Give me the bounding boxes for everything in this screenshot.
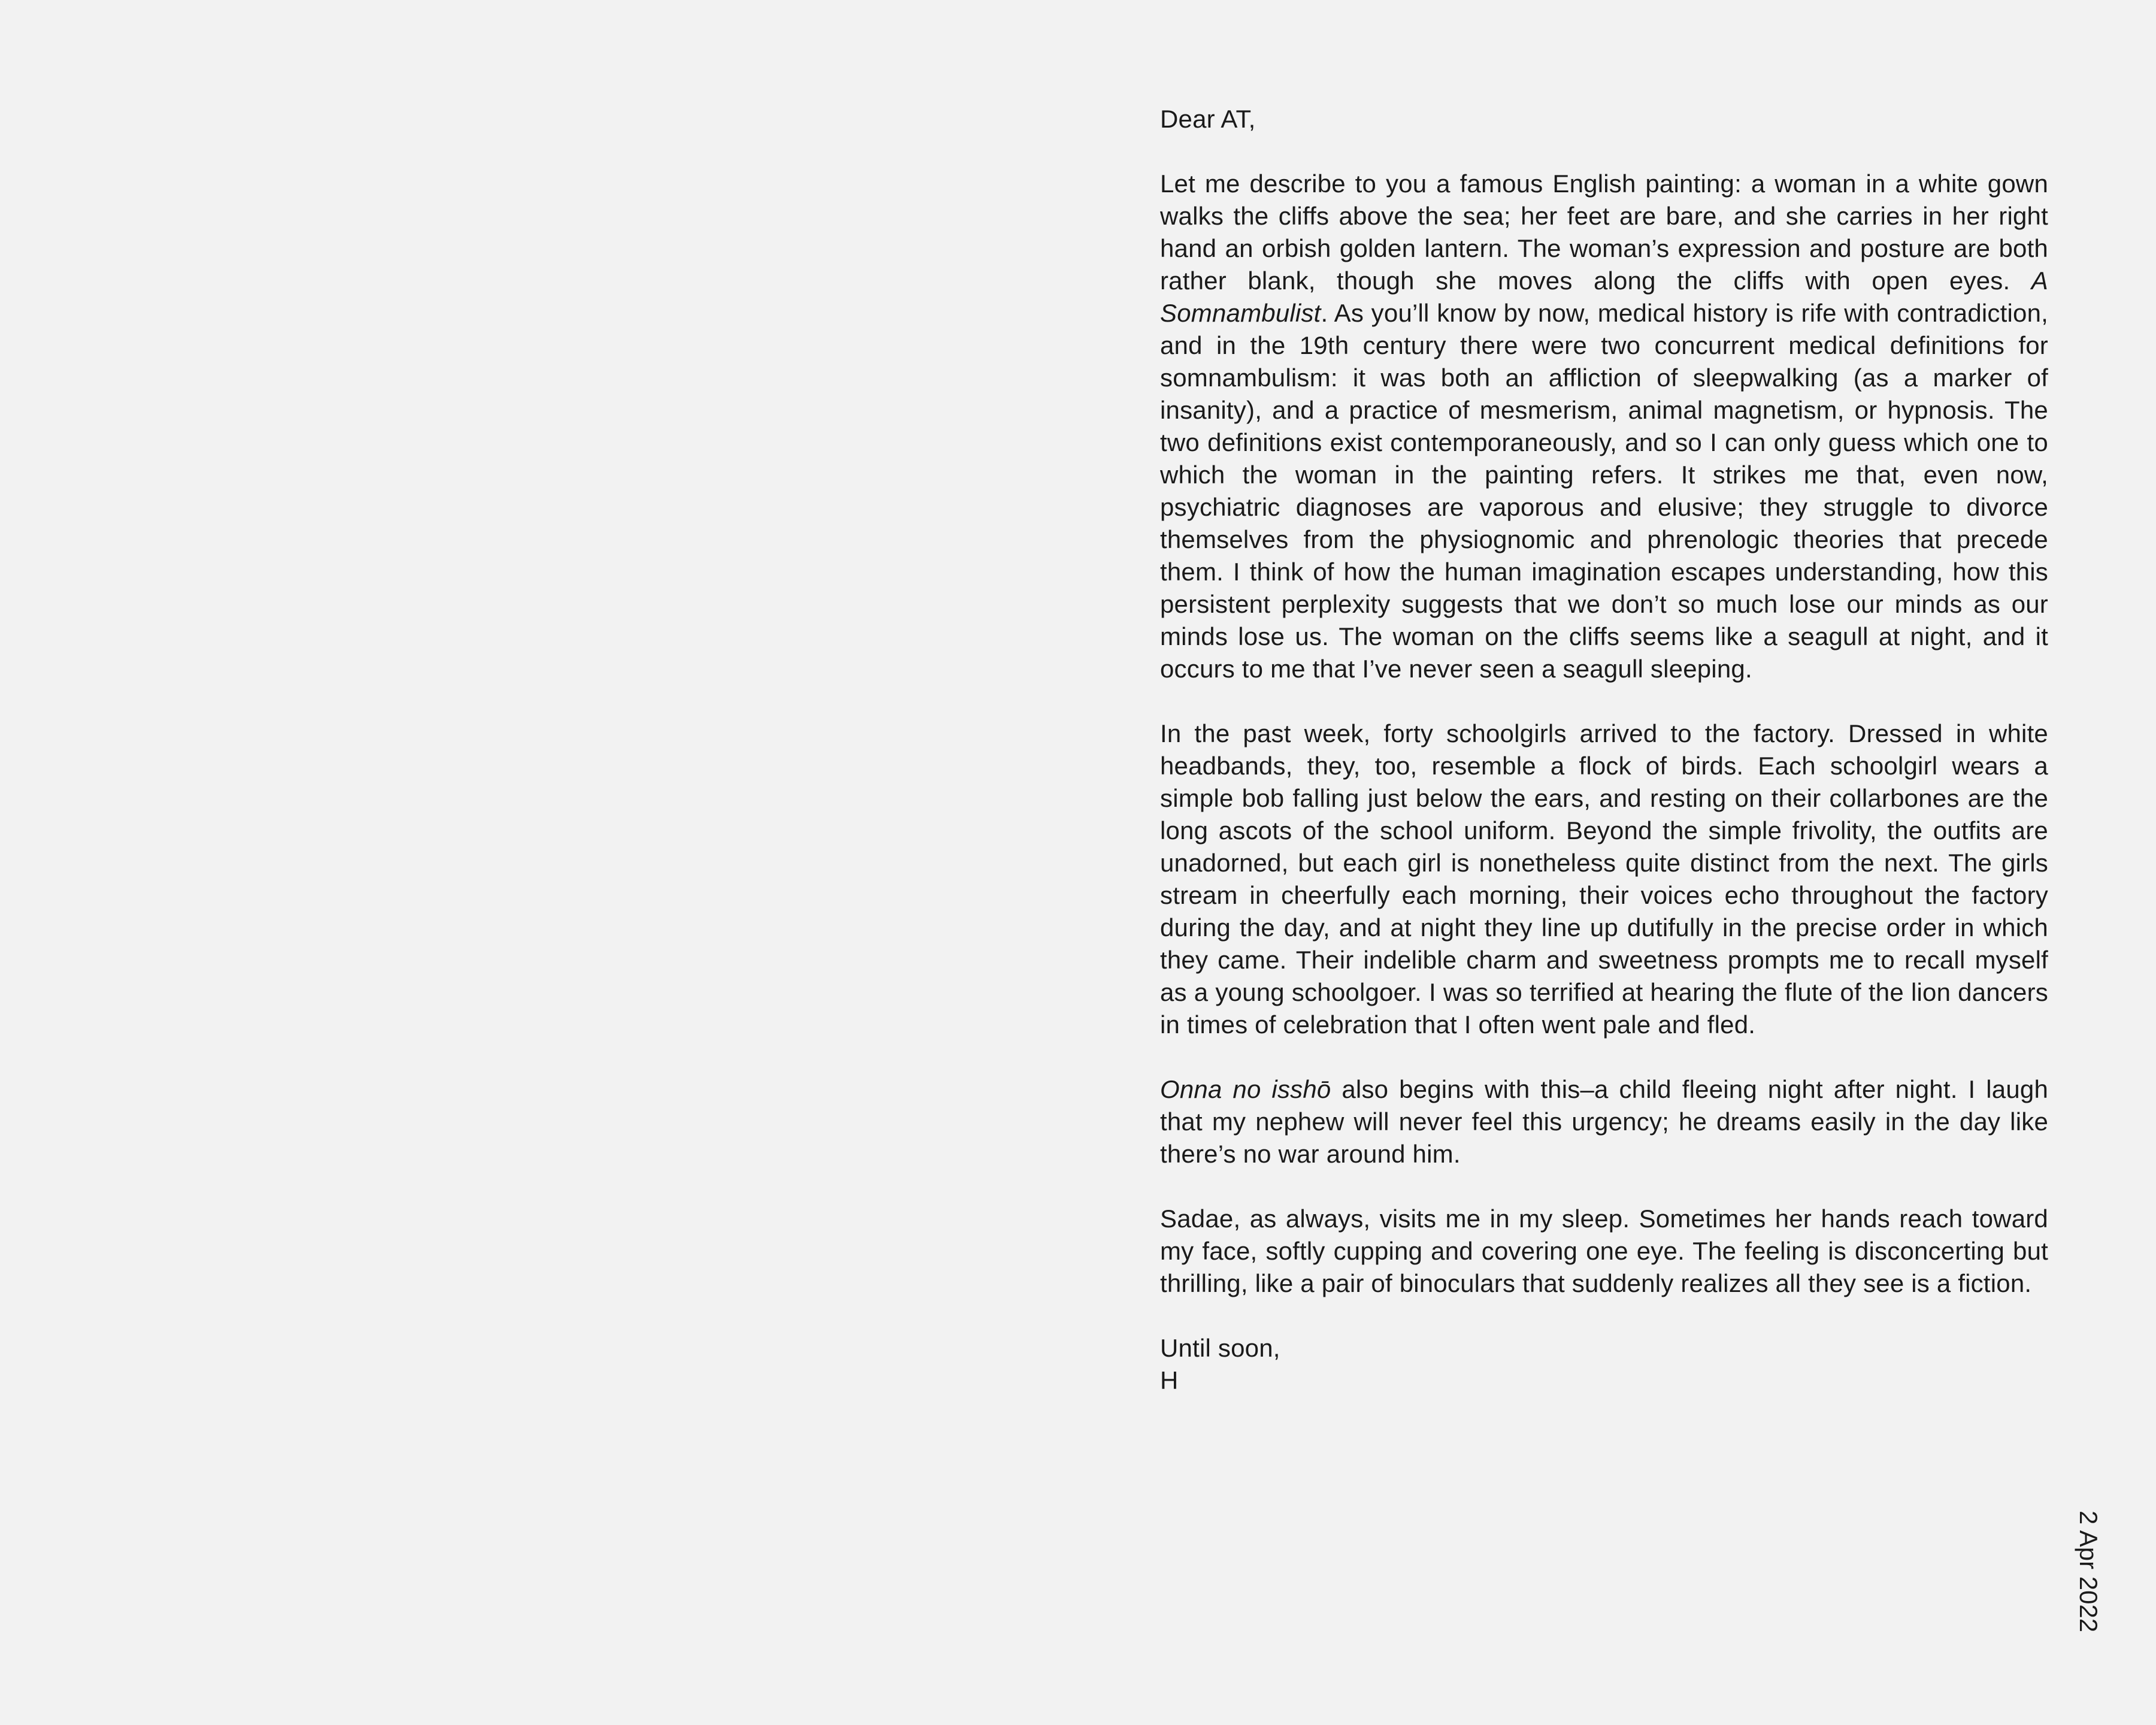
letter-date: 2 Apr 2022 xyxy=(2075,1511,2103,1633)
paragraph-sadae: Sadae, as always, visits me in my sleep. Sometimes her hands reach toward my face, softly cupping and covering one eye. The feeling is disconcerting but thrilling, like a pair of binoculars that suddenly realizes all they see is a fiction. xyxy=(1160,1205,2048,1297)
paragraph-somnambulist xyxy=(1160,168,2048,685)
painting-title: A Somnambulist xyxy=(1160,267,2048,327)
signature: H xyxy=(1160,1366,1179,1394)
paragraph-text: . As you’ll know by now, medical history is rife with contradiction, and in the 19th century there were two concurrent medical definitions for somnambulism: it was both an affliction of sleepwalking (as a marker of insanity), and a practice of mesmerism, animal magnetism, or hypnosis. The two definitions exist contemporaneously, and so I can only guess which one to which the woman in the painting refers. It strikes me that, even now, psychiatric diagnoses are vaporous and elusive; they struggle to divorce themselves from the physiognomic and phrenologic theories that precede them. I think of how the human imagination escapes understanding, how this persistent perplexity suggests that we don’t so much lose our minds as our minds lose us. The woman on the cliffs seems like a seagull at night, and it occurs to me that I’ve never seen a seagull sleeping. xyxy=(1160,299,2048,683)
signoff xyxy=(1160,1332,2048,1397)
paragraph-text: Let me describe to you a famous English painting: a woman in a white gown walks the cliffs above the sea; her feet are bare, and she carries in her right hand an orbish golden lantern. The woman’s expression and posture are both rather blank, though she moves along the cliffs with open eyes. xyxy=(1160,170,2048,295)
closing: Until soon, xyxy=(1160,1334,1280,1362)
letter-body xyxy=(1160,103,2048,1397)
paragraph-onna-no-issho xyxy=(1160,1073,2048,1170)
salutation: Dear AT, xyxy=(1160,105,1256,133)
paragraph-schoolgirls: In the past week, forty schoolgirls arrived to the factory. Dressed in white headbands, they, too, resemble a flock of birds. Each schoolgirl wears a simple bob falling just below the ears, and resting on their collarbones are the long ascots of the school uniform. Beyond the simple frivolity, the outfits are unadorned, but each girl is nonetheless quite distinct from the next. The girls stream in cheerfully each morning, their voices echo throughout the factory during the day, and at night they line up dutifully in the precise order in which they came. Their indelible charm and sweetness prompts me to recall myself as a young schoolgoer. I was so terrified at hearing the flute of the lion dancers in times of celebration that I often went pale and fled. xyxy=(1160,719,2048,1039)
paragraph-text: also begins with this–a child fleeing night after night. I laugh that my nephew will never feel this urgency; he dreams easily in the day like there’s no war around him. xyxy=(1160,1075,2049,1168)
book-title: Onna no isshō xyxy=(1160,1075,1331,1103)
